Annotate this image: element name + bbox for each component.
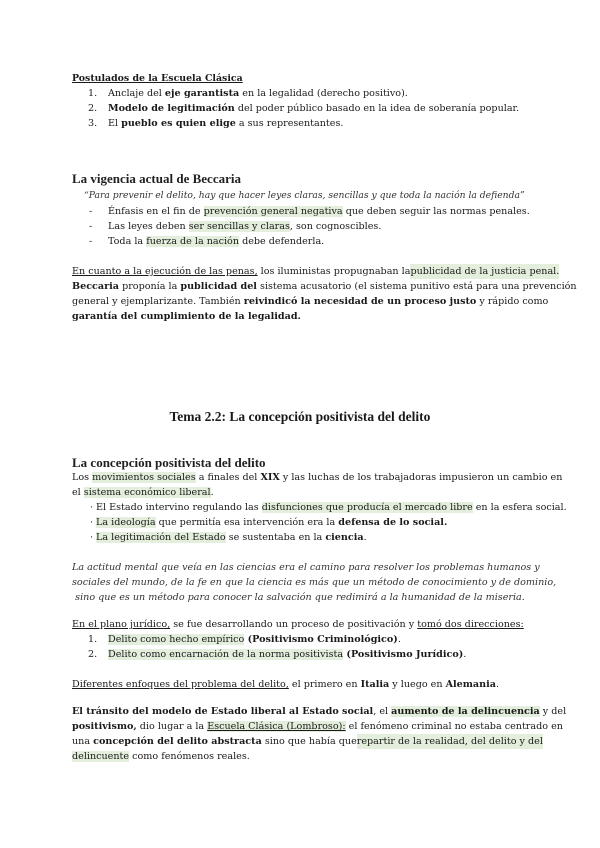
ciencia-quote: La actitud mental que veía en las ciencias era el camino para resolver los problemas humanos y sociales del mundo, de la fe en que la ciencia es más que un método de conocimiento y de dominio, sino que es un método para conocer la salvación que redimirá a la humanidad de la miseria. bbox=[72, 562, 557, 603]
ejecucion-paragraph: En cuanto a la ejecución de las penas, los iluministas propugnaban la publicidad de la justicia penal. Beccaria proponía la publicidad del sistema acusatorio (el sistema punitivo está para una prevención general y ejemplarizante. También reivindicó la necesidad de un proceso justo y rápido como garantía del cumplimiento de la legalidad. bbox=[72, 266, 577, 322]
transito-paragraph: El tránsito del modelo de Estado liberal al Estado social, el aumento de la delincuencia y del positivismo, dio lugar a la Escuela Clásica (Lombroso): el fenómeno criminal no estaba centrado en una concepción del delito abstracta sino que había que repartir de la realidad, del delito y del delincuente como fenómenos reales. bbox=[72, 706, 567, 762]
beccaria-quote: “Para prevenir el delito, hay que hacer leyes claras, sencillas y que toda la nación la defienda” bbox=[84, 190, 525, 201]
list-number: 1. bbox=[88, 88, 98, 99]
vigencia-heading: La vigencia actual de Beccaria bbox=[72, 171, 241, 186]
enfoques-line: Diferentes enfoques del problema del delito, el primero en Italia y luego en Alemania. bbox=[72, 679, 500, 690]
document-page: Postulados de la Escuela Clásica 1. Anclaje del eje garantista en la legalidad (derecho positivo). 2. Modelo de legitimación del poder público basado en la idea de soberanía popular. 3. El pueblo es quien elige a sus representantes. La vigencia actual de Beccaria “Para prevenir el delito, hay que hacer leyes claras, sencillas y que toda la nación la defienda” - Énfasis en el fin de prevención general negativa que deben seguir las normas penales. - Las leyes deben ser sencillas y claras, son cognoscibles. - Toda la fuerza de la nación debe defenderla. En cuanto a la ejecución de las penas, los iluministas propugnaban la publicidad de la justicia penal. Beccaria proponía la publicidad del sistema acusatorio (el sistema punitivo está para una prevención general y ejemplarizante. También reivindicó la necesidad de un proceso justo y rápido como garantía del cumplimiento de la legalidad. Tema 2.2: La concepción positivista del delito La concepción positivista del delito Los movimientos sociales a finales del XIX y las luchas de los trabajadoras impusieron un cambio en el sistema económico liberal. · El Estado intervino regulando las disfunciones que producía el mercado libre en la esfera social. · La ideología que permitía esa intervención era la defensa de lo social. · La legitimación del Estado se sustentaba en la ciencia. La actitud mental que veía en las ciencias era el camino para resolver los problemas humanos y sociales del mundo, de la fe en que la ciencia es más que un método de conocimiento y de dominio, sino que es un método para conocer la salvación que redimirá a la humanidad de la miseria. En el plano jurídico, se fue desarrollando un proceso de positivación y tomó dos direcciones: 1. Delito como hecho empírico (Positivismo Criminológico). 2. Delito como encarnación de la norma positivista (Positivismo Jurídico). Diferentes enfoques del problema del delito, el primero en Italia y luego en Alemania. El tránsito del modelo de Estado liberal al Estado social, el aumento de la delincuencia y del positivismo, dio lugar a la Escuela Clásica (Lombroso): el fenómeno criminal no estaba centrado en una concepción del delito abstracta sino que había que repartir de la realidad, del delito y del delincuente como fenómenos reales. bbox=[0, 0, 600, 848]
concepcion-heading: La concepción positivista del delito bbox=[72, 455, 266, 470]
tema-title: Tema 2.2: La concepción positivista del delito bbox=[169, 409, 431, 424]
list-number: 3. bbox=[88, 118, 98, 129]
plano-juridico-line: En el plano jurídico, se fue desarrollando un proceso de positivación y tomó dos direcciones: bbox=[72, 619, 524, 630]
movimientos-paragraph: Los movimientos sociales a finales del XIX y las luchas de los trabajadoras impusieron un cambio en el sistema económico liberal. bbox=[72, 472, 563, 498]
list-number: 2. bbox=[88, 103, 98, 114]
postulados-heading: Postulados de la Escuela Clásica bbox=[72, 73, 243, 84]
